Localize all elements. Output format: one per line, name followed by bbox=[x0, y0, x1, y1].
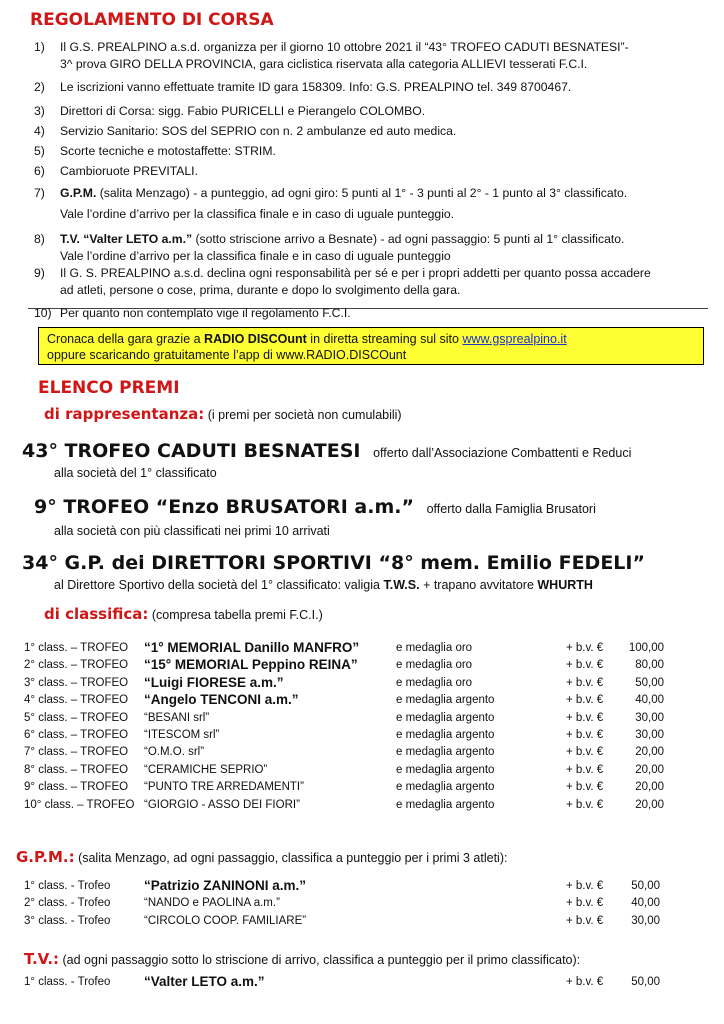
prize-pos: 3° class. – TROFEO bbox=[24, 676, 129, 689]
prize-name: “CERAMICHE SEPRIO” bbox=[144, 763, 268, 776]
rule-line bbox=[60, 306, 708, 321]
rule-text: Le iscrizioni vanno effettuate tramite ID gara 158309. Info: G.S. PREALPINO tel. 349 8700467. bbox=[60, 80, 572, 94]
prize-medal: e medaglia oro bbox=[396, 676, 473, 689]
prize-row bbox=[24, 897, 704, 913]
rule-text: Vale l’ordine d’arrivo per la classifica finale e in caso di uguale punteggio. bbox=[60, 207, 455, 221]
prize-name: “PUNTO TRE ARREDAMENTI” bbox=[144, 781, 304, 794]
rule-line bbox=[60, 104, 708, 119]
trophy-3-sub-whurth: WHURTH bbox=[537, 578, 593, 592]
note-text-mid: in diretta streaming sul sito bbox=[306, 332, 463, 346]
prize-pos: 3° class. - Trofeo bbox=[24, 914, 111, 927]
rappresentanza-desc: (i premi per società non cumulabili) bbox=[207, 408, 402, 422]
rule-text: 3^ prova GIRO DELLA PROVINCIA, gara ciclistica riservata alla categoria ALLIEVI tesserati F.C.I. bbox=[60, 57, 588, 71]
prize-bv: + b.v. € bbox=[566, 914, 604, 927]
prize-pos: 7° class. – TROFEO bbox=[24, 746, 129, 759]
rule-item bbox=[28, 306, 708, 320]
rule-text: (salita Menzago) - a punteggio, ad ogni giro: 5 punti al 1° - 3 punti al 2° - 1 punto al 3° classificato. bbox=[96, 186, 628, 200]
prize-pos: 9° class. – TROFEO bbox=[24, 781, 129, 794]
trophy-3-sub bbox=[54, 578, 593, 592]
rule-text: ad atleti, persone o cose, prima, durante e dopo lo svolgimento della gara. bbox=[60, 283, 461, 297]
prize-amount: 50,00 bbox=[631, 976, 660, 988]
prize-bv: + b.v. € bbox=[566, 711, 604, 724]
prize-row bbox=[24, 659, 704, 675]
gpm-label: G.P.M.: bbox=[16, 848, 75, 866]
rule-text: Per quanto non contemplato vige il regolamento F.C.I. bbox=[60, 306, 351, 320]
prize-medal: e medaglia argento bbox=[396, 711, 495, 724]
prize-pos: 8° class. – TROFEO bbox=[24, 763, 129, 776]
prize-row bbox=[24, 674, 704, 693]
prize-name: “Luigi FIORESE a.m.” bbox=[144, 674, 284, 690]
trophy-3-sub-text: al Direttore Sportivo della società del 1° classificato: valigia bbox=[54, 578, 384, 592]
rule-text: Servizio Sanitario: SOS del SEPRIO con n. 2 ambulanze ed auto medica. bbox=[60, 124, 457, 138]
prize-amount: 20,00 bbox=[635, 781, 664, 794]
rule-line bbox=[60, 232, 708, 247]
prize-row bbox=[24, 976, 704, 992]
classifica-label: di classifica: bbox=[44, 605, 149, 623]
rule-text: Direttori di Corsa: sigg. Fabio PURICELLI e Pierangelo COLOMBO. bbox=[60, 104, 426, 118]
radio-note-box bbox=[38, 327, 704, 365]
rule-text: Vale l’ordine d’arrivo per la classifica finale e in caso di uguale punteggio bbox=[60, 249, 451, 263]
rule-number: 3) bbox=[34, 104, 45, 118]
prize-name: “1° MEMORIAL Danillo MANFRO” bbox=[144, 640, 360, 655]
prize-amount: 80,00 bbox=[635, 659, 664, 672]
trophy-2-sub: alla società con più classificati nei primi 10 arrivati bbox=[54, 524, 330, 538]
note-radio-name: RADIO DISCOunt bbox=[204, 332, 307, 346]
prize-row bbox=[24, 694, 704, 710]
rule-line bbox=[60, 80, 708, 95]
prizes-title: ELENCO PREMI bbox=[38, 378, 180, 398]
rule-bold: T.V. “Valter LETO a.m.” bbox=[60, 232, 193, 246]
trophy-3-sub-mid: + trapano avvitatore bbox=[419, 578, 538, 592]
rule-text: Il G. S. PREALPINO a.s.d. declina ogni responsabilità per sé e per i propri addetti per quanto possa accadere bbox=[60, 266, 651, 280]
prize-amount: 50,00 bbox=[631, 880, 660, 892]
prize-name: “15° MEMORIAL Peppino REINA” bbox=[144, 657, 358, 673]
prize-pos: 1° class. - Trofeo bbox=[24, 976, 111, 988]
rule-text: (sotto striscione arrivo a Besnate) - ad ogni passaggio: 5 punti al 1° classificato. bbox=[192, 232, 625, 246]
prize-medal: e medaglia oro bbox=[396, 659, 473, 672]
prize-amount: 30,00 bbox=[635, 729, 664, 741]
prize-amount: 50,00 bbox=[635, 676, 664, 689]
prize-bv: + b.v. € bbox=[566, 694, 604, 707]
rule-number: 5) bbox=[34, 144, 45, 158]
prize-row bbox=[24, 642, 704, 658]
trophy-1-title: 43° TROFEO CADUTI BESNATESI bbox=[22, 440, 361, 462]
prize-amount: 30,00 bbox=[631, 914, 660, 927]
classifica-heading bbox=[44, 605, 323, 623]
prize-name: “ITESCOM srl” bbox=[144, 729, 220, 741]
rule-number: 2) bbox=[34, 80, 45, 94]
rule-number: 7) bbox=[34, 186, 45, 200]
note-text-line2: oppure scaricando gratuitamente l’app di www.RADIO.DISCOunt bbox=[47, 348, 407, 362]
prize-medal: e medaglia argento bbox=[396, 781, 495, 794]
prize-amount: 20,00 bbox=[635, 763, 664, 776]
rule-text: Scorte tecniche e motostaffette: STRIM. bbox=[60, 144, 276, 158]
trophy-2-title: 9° TROFEO “Enzo BRUSATORI a.m.” bbox=[34, 496, 414, 518]
prize-name: “Valter LETO a.m.” bbox=[144, 974, 265, 989]
prize-row bbox=[24, 746, 704, 762]
gpm-heading bbox=[16, 848, 507, 866]
trophy-3-sub-tws: T.W.S. bbox=[383, 578, 420, 592]
prize-name: “Angelo TENCONI a.m.” bbox=[144, 692, 299, 708]
prize-pos: 1° class. - Trofeo bbox=[24, 880, 111, 892]
prize-row bbox=[24, 799, 704, 815]
trophy-2 bbox=[34, 496, 596, 518]
prize-pos: 2° class. - Trofeo bbox=[24, 897, 111, 910]
trophy-3 bbox=[22, 552, 645, 574]
trophy-2-offer: offerto dalla Famiglia Brusatori bbox=[426, 502, 596, 516]
rule-bold: G.P.M. bbox=[60, 186, 97, 200]
rule-line bbox=[60, 186, 708, 201]
tv-desc: (ad ogni passaggio sotto lo striscione di arrivo, classifica a punteggio per il primo classificato): bbox=[62, 953, 581, 967]
prize-row bbox=[24, 915, 704, 931]
prize-name: “Patrizio ZANINONI a.m.” bbox=[144, 878, 307, 893]
rule-line bbox=[60, 40, 708, 55]
prize-amount: 30,00 bbox=[635, 711, 664, 724]
tv-table bbox=[24, 976, 704, 996]
prize-pos: 5° class. – TROFEO bbox=[24, 711, 129, 724]
prize-name: “NANDO e PAOLINA a.m.” bbox=[144, 897, 280, 910]
prize-bv: + b.v. € bbox=[566, 676, 604, 689]
prize-medal: e medaglia argento bbox=[396, 746, 495, 759]
classifica-table bbox=[24, 642, 704, 832]
prize-bv: + b.v. € bbox=[566, 729, 604, 741]
prize-medal: e medaglia argento bbox=[396, 694, 495, 707]
prize-pos: 2° class. – TROFEO bbox=[24, 659, 129, 672]
prize-bv: + b.v. € bbox=[566, 976, 604, 988]
prize-amount: 40,00 bbox=[635, 694, 664, 707]
gpm-desc: (salita Menzago, ad ogni passaggio, classifica a punteggio per i primi 3 atleti): bbox=[78, 851, 508, 865]
rule-line bbox=[60, 207, 708, 222]
rule-number: 6) bbox=[34, 164, 45, 178]
prize-bv: + b.v. € bbox=[566, 781, 604, 794]
prize-amount: 100,00 bbox=[628, 642, 664, 654]
rule-line bbox=[60, 124, 708, 139]
prize-pos: 6° class. – TROFEO bbox=[24, 729, 129, 741]
rule-line bbox=[60, 164, 708, 179]
rule-line bbox=[60, 249, 708, 264]
rappresentanza-heading bbox=[44, 405, 402, 423]
prize-medal: e medaglia argento bbox=[396, 798, 495, 811]
prize-row bbox=[24, 781, 704, 797]
rule-number: 10) bbox=[34, 306, 52, 320]
prize-amount: 40,00 bbox=[631, 897, 660, 910]
rule-text: Il G.S. PREALPINO a.s.d. organizza per il giorno 10 ottobre 2021 il “43° TROFEO CADUTI BESNATESI”- bbox=[60, 40, 629, 54]
prize-pos: 10° class. – TROFEO bbox=[24, 798, 135, 811]
page-title: REGOLAMENTO DI CORSA bbox=[30, 10, 274, 30]
tv-heading bbox=[24, 950, 580, 968]
rule-line bbox=[60, 283, 708, 298]
website-link[interactable]: www.gsprealpino.it bbox=[462, 332, 567, 346]
tv-label: T.V.: bbox=[24, 950, 60, 968]
prize-bv: + b.v. € bbox=[566, 659, 604, 672]
prize-amount: 20,00 bbox=[635, 798, 664, 811]
trophy-1-sub: alla società del 1° classificato bbox=[54, 466, 217, 480]
trophy-1-offer: offerto dall’Associazione Combattenti e Reduci bbox=[373, 446, 632, 460]
trophy-3-title: 34° G.P. dei DIRETTORI SPORTIVI “8° mem. Emilio FEDELI” bbox=[22, 552, 645, 574]
prize-medal: e medaglia argento bbox=[396, 729, 495, 741]
rule-number: 8) bbox=[34, 232, 45, 246]
prize-bv: + b.v. € bbox=[566, 880, 604, 892]
trophy-1 bbox=[22, 440, 631, 462]
prize-name: “O.M.O. srl” bbox=[144, 746, 205, 759]
prize-name: “CIRCOLO COOP. FAMILIARE” bbox=[144, 914, 307, 927]
rule-line bbox=[60, 144, 708, 159]
prize-row bbox=[24, 712, 704, 728]
rule-number: 1) bbox=[34, 40, 45, 54]
prize-medal: e medaglia argento bbox=[396, 763, 495, 776]
prize-name: “GIORGIO - ASSO DEI FIORI” bbox=[144, 798, 300, 811]
prize-row bbox=[24, 729, 704, 745]
prize-row bbox=[24, 764, 704, 780]
prize-name: “BESANI srl” bbox=[144, 711, 210, 724]
classifica-desc: (compresa tabella premi F.C.I.) bbox=[151, 608, 323, 622]
prize-bv: + b.v. € bbox=[566, 763, 604, 776]
prize-pos: 4° class. – TROFEO bbox=[24, 694, 129, 707]
prize-medal: e medaglia oro bbox=[396, 642, 473, 654]
prize-bv: + b.v. € bbox=[566, 897, 604, 910]
prize-bv: + b.v. € bbox=[566, 798, 604, 811]
prize-row bbox=[24, 880, 704, 896]
rule-number: 9) bbox=[34, 266, 45, 280]
note-text: Cronaca della gara grazie a bbox=[47, 332, 205, 346]
rule-line bbox=[60, 57, 708, 72]
rule-line bbox=[60, 266, 708, 281]
prize-pos: 1° class. – TROFEO bbox=[24, 642, 129, 654]
prize-bv: + b.v. € bbox=[566, 642, 604, 654]
gpm-table bbox=[24, 880, 704, 936]
prize-amount: 20,00 bbox=[635, 746, 664, 759]
prize-bv: + b.v. € bbox=[566, 746, 604, 759]
rule-text: Cambioruote PREVITALI. bbox=[60, 164, 198, 178]
rappresentanza-label: di rappresentanza: bbox=[44, 405, 205, 423]
rule-number: 4) bbox=[34, 124, 45, 138]
